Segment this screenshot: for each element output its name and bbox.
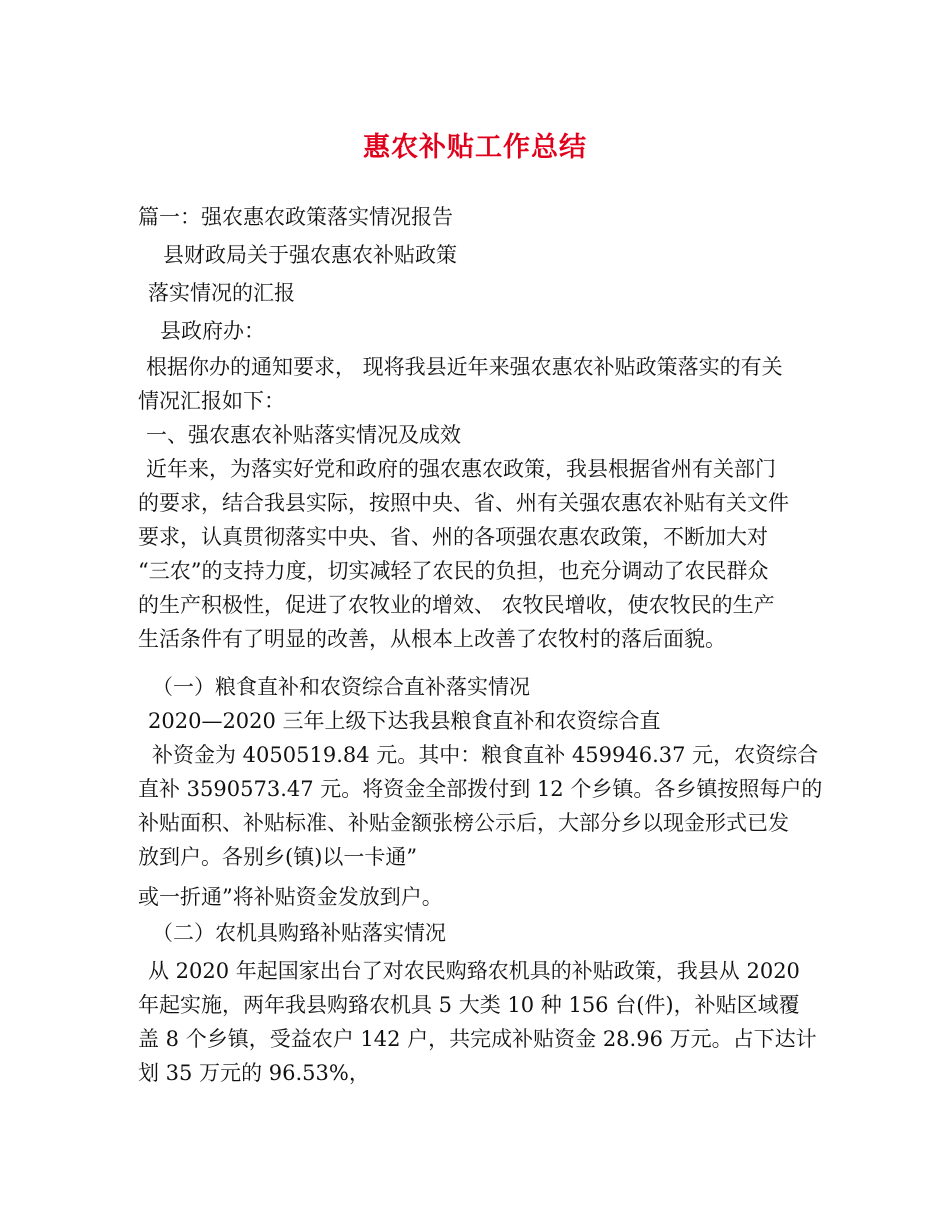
text-line: 落实情况的汇报 — [148, 281, 295, 305]
text-line: 篇一：强农惠农政策落实情况报告 — [138, 205, 453, 229]
text-line: 直补 3590573.47 元。将资金全部拨付到 12 个乡镇。各乡镇按照每户的 — [138, 777, 823, 801]
text-line: 年起实施，两年我县购臵农机具 5 大类 10 种 156 台(件)，补贴区域覆 — [138, 993, 800, 1017]
text-line: “三农”的支持力度，切实减轻了农民的负担，也充分调动了农民群众 — [138, 559, 769, 583]
text-line: 或一折通”将补贴资金发放到户。 — [138, 885, 443, 909]
text-line: 盖 8 个乡镇，受益农户 142 户，共完成补贴资金 28.96 万元。占下达计 — [138, 1027, 817, 1051]
text-line: （一）粮食直补和农资综合直补落实情况 — [152, 675, 530, 699]
text-line: 的生产积极性，促进了农牧业的增效、 农牧民增收，使农牧民的生产 — [138, 593, 775, 617]
text-line: 补资金为 4050519.84 元。其中：粮食直补 459946.37 元，农资综合 — [152, 743, 819, 767]
text-line: 生活条件有了明显的改善，从根本上改善了农牧村的落后面貌。 — [138, 627, 726, 651]
text-line: 县政府办： — [160, 319, 265, 343]
text-line: 要求，认真贯彻落实中央、省、州的各项强农惠农政策，不断加大对 — [138, 525, 768, 549]
text-line: 一、强农惠农补贴落实情况及成效 — [146, 423, 461, 447]
text-line: 近年来，为落实好党和政府的强农惠农政策，我县根据省州有关部门 — [146, 457, 776, 481]
text-line: 根据你办的通知要求， 现将我县近年来强农惠农补贴政策落实的有关 — [146, 355, 783, 379]
text-line: 从 2020 年起国家出台了对农民购臵农机具的补贴政策，我县从 2020 — [148, 959, 800, 983]
text-line: 补贴面积、补贴标准、补贴金额张榜公示后，大部分乡以现金形式已发 — [138, 811, 789, 835]
text-line: 的要求，结合我县实际，按照中央、省、州有关强农惠农补贴有关文件 — [138, 491, 789, 515]
text-line: （二）农机具购臵补贴落实情况 — [152, 921, 446, 945]
text-line: 情况汇报如下： — [138, 389, 285, 413]
text-line: 划 35 万元的 96.53%， — [138, 1061, 370, 1085]
text-line: 2020—2020 三年上级下达我县粮食直补和农资综合直 — [148, 709, 661, 733]
text-line: 县财政局关于强农惠农补贴政策 — [163, 243, 457, 267]
text-line: 放到户。各别乡(镇)以一卡通” — [138, 845, 418, 869]
document-title: 惠农补贴工作总结 — [363, 132, 587, 163]
